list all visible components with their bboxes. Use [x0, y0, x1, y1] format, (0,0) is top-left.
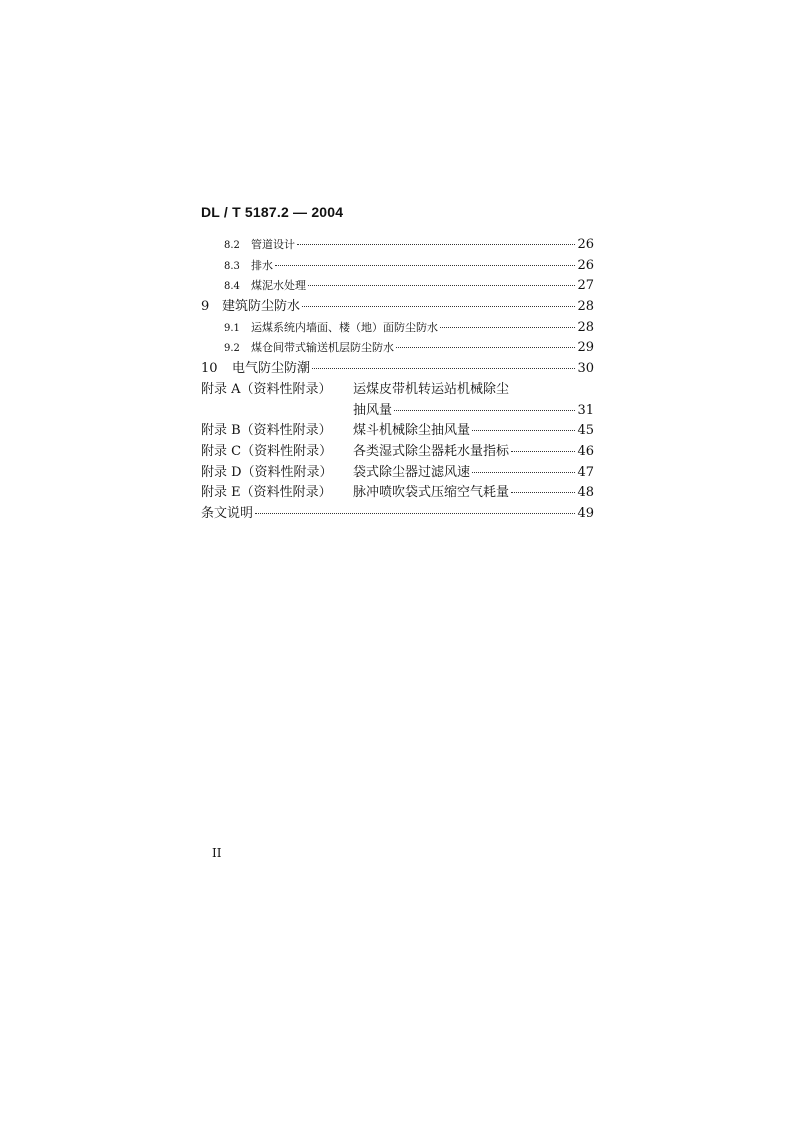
toc-entry-8-3[interactable]	[201, 256, 594, 277]
toc-entry-page: 46	[577, 443, 594, 459]
toc-entry-number: 附录 B（资料性附录）	[201, 423, 332, 439]
toc-entry-9-1[interactable]	[201, 318, 594, 339]
toc-entry-number: 9.1	[224, 322, 240, 334]
toc-entry-number: 9.2	[224, 343, 240, 355]
toc-entry-page: 27	[577, 278, 594, 294]
toc-entry-number: 8.4	[224, 281, 240, 293]
toc-entry-page: 45	[577, 423, 594, 439]
toc-entry-number: 附录 D（资料性附录）	[201, 464, 333, 480]
toc-entry-number: 9	[201, 299, 210, 315]
toc-entry-title: 排水	[251, 258, 273, 272]
document-code-header: DL / T 5187.2 — 2004	[201, 204, 344, 220]
dot-leader	[302, 306, 575, 307]
toc-entry-appendix-b[interactable]	[201, 421, 594, 442]
toc-entry-page: 48	[577, 485, 594, 501]
page-number: II	[212, 846, 222, 860]
toc-entry-page: 49	[577, 505, 594, 521]
toc-entry-title: 抽风量	[353, 402, 393, 418]
toc-entry-title: 各类湿式除尘器耗水量指标	[353, 443, 510, 459]
dot-leader	[255, 513, 575, 514]
toc-entry-number: 8.2	[224, 240, 240, 251]
toc-entry-appendix-e[interactable]	[201, 483, 594, 504]
dot-leader	[312, 368, 575, 369]
toc-entry-page: 28	[577, 299, 594, 315]
toc-entry-title: 煤泥水处理	[251, 279, 306, 293]
toc-entry-chapter-9[interactable]	[201, 297, 594, 318]
toc-entry-page: 30	[577, 361, 594, 377]
toc-entry-page: 31	[577, 402, 594, 418]
dot-leader	[472, 472, 575, 473]
dot-leader	[297, 244, 575, 245]
toc-entry-8-4[interactable]	[201, 276, 594, 297]
toc-entry-title: 管道设计	[251, 238, 295, 251]
toc-entry-number: 附录 E（资料性附录）	[201, 485, 332, 501]
toc-entry-page: 28	[577, 319, 594, 335]
toc-entry-title: 煤斗机械除尘抽风量	[353, 423, 471, 439]
toc-entry-appendix-d[interactable]	[201, 463, 594, 484]
dot-leader	[472, 430, 575, 431]
toc-entry-8-2[interactable]	[201, 235, 594, 256]
toc-entry-number: 附录 A（资料性附录）	[201, 381, 332, 397]
toc-entry-title: 运煤皮带机转运站机械除尘	[353, 381, 510, 397]
toc-entry-title: 煤仓间带式输送机层防尘防水	[251, 341, 394, 355]
toc-entry-title: 脉冲喷吹袋式压缩空气耗量	[353, 485, 510, 501]
table-of-contents	[201, 235, 594, 525]
toc-entry-title: 运煤系统内墙面、楼（地）面防尘防水	[251, 320, 438, 334]
toc-entry-title: 电气防尘防潮	[232, 361, 311, 377]
toc-entry-appendix-a[interactable]	[201, 380, 594, 401]
toc-entry-chapter-10[interactable]	[201, 359, 594, 380]
toc-entry-number: 8.3	[224, 260, 240, 272]
toc-entry-page: 29	[577, 340, 594, 356]
dot-leader	[394, 410, 575, 411]
toc-entry-page: 26	[577, 257, 594, 273]
toc-entry-clause-explanation[interactable]	[201, 504, 594, 525]
dot-leader	[275, 265, 575, 266]
dot-leader	[440, 327, 575, 328]
toc-entry-page: 26	[577, 237, 594, 252]
dot-leader	[308, 285, 575, 286]
toc-entry-9-2[interactable]	[201, 338, 594, 359]
toc-entry-page: 47	[577, 464, 594, 480]
toc-entry-appendix-c[interactable]	[201, 442, 594, 463]
toc-entry-title: 条文说明	[201, 505, 254, 521]
toc-entry-title: 建筑防尘防水	[222, 299, 301, 315]
dot-leader	[511, 492, 575, 493]
toc-entry-appendix-a-continued[interactable]	[201, 401, 594, 422]
dot-leader	[511, 451, 575, 452]
toc-entry-title: 袋式除尘器过滤风速	[353, 464, 471, 480]
toc-entry-number: 10	[201, 361, 218, 377]
toc-entry-number: 附录 C（资料性附录）	[201, 443, 333, 459]
dot-leader	[396, 347, 575, 348]
